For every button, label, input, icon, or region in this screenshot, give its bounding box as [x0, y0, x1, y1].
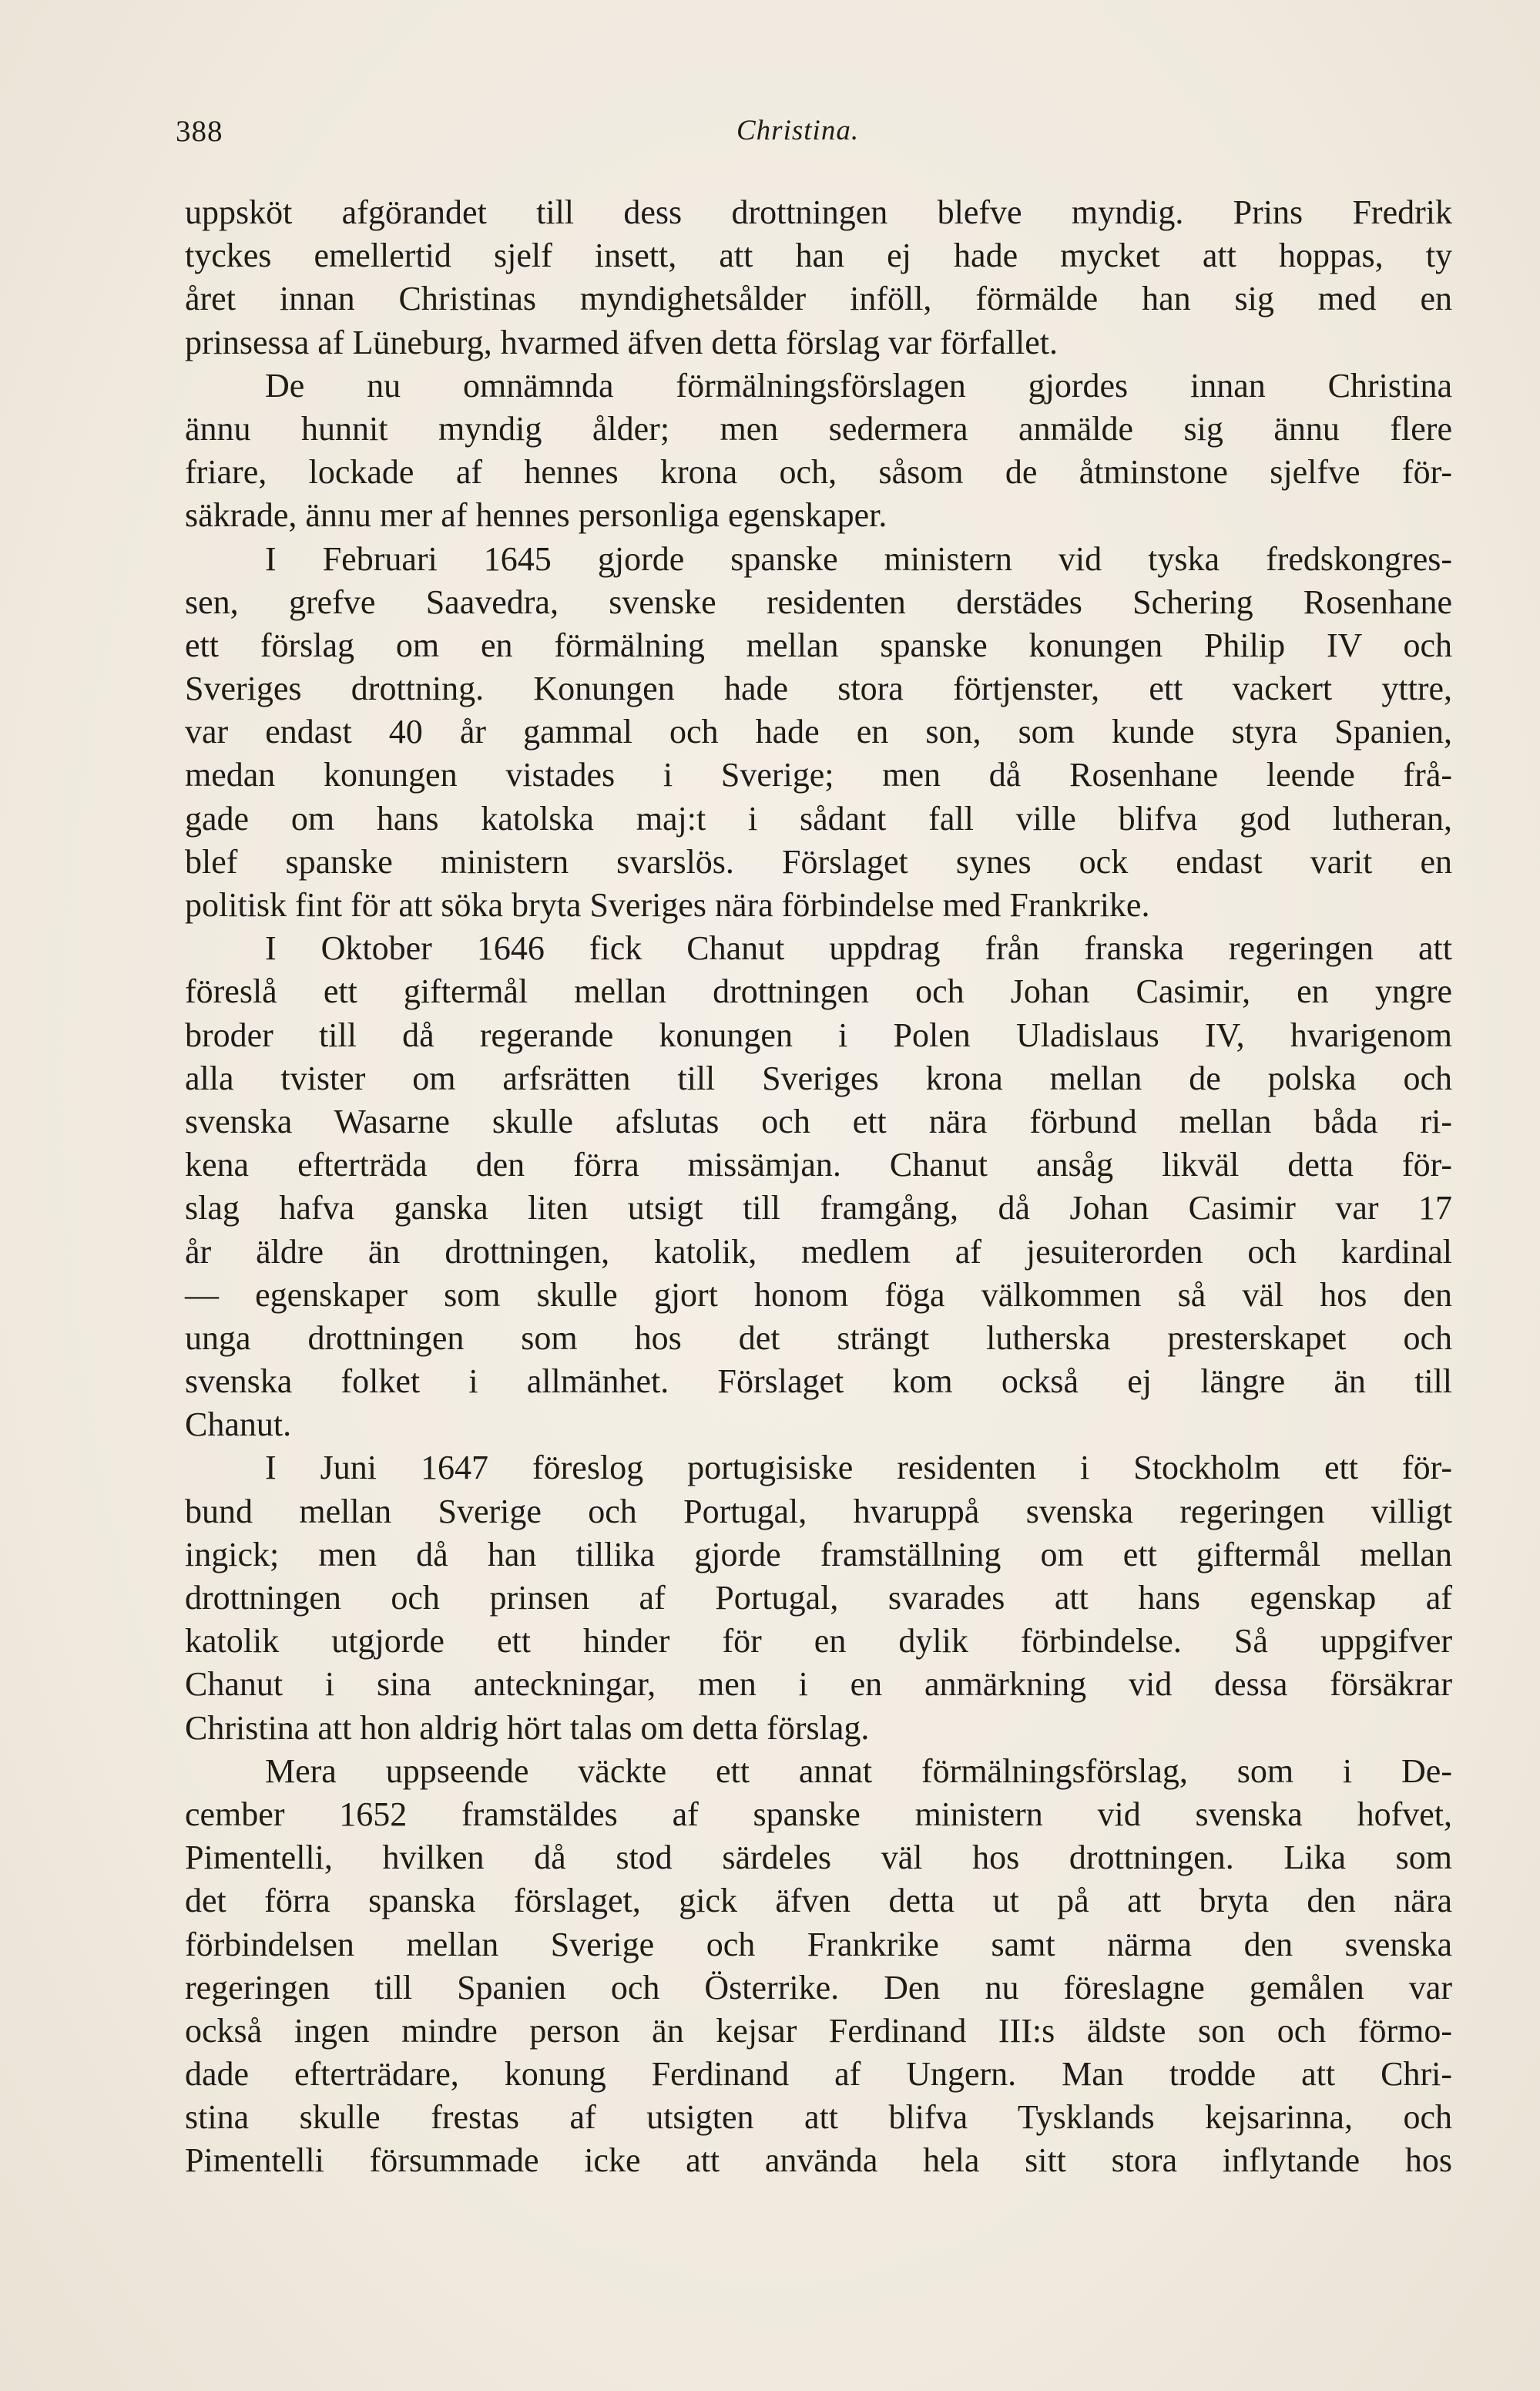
text-line: förbindelsen mellan Sverige och Frankrike samt närma den svenska: [185, 1925, 1452, 1963]
text-line: I Februari 1645 gjorde spanske ministern vid tyska fredskongres-: [265, 539, 1452, 578]
text-line: prinsessa af Lüneburg, hvarmed äfven detta förslag var förfallet.: [185, 323, 1058, 361]
text-line: Sveriges drottning. Konungen hade stora förtjenster, ett vackert yttre,: [185, 670, 1452, 708]
text-line: året innan Christinas myndighetsålder inföll, förmälde han sig med en: [185, 280, 1452, 318]
text-line: dade efterträdare, konung Ferdinand af Ungern. Man trodde att Chri-: [185, 2055, 1452, 2094]
text-line: blef spanske ministern svarslös. Förslaget synes ock endast varit en: [185, 842, 1452, 881]
text-line: Mera uppseende väckte ett annat förmälningsförslag, som i De-: [265, 1751, 1452, 1790]
page-header: [0, 114, 1540, 160]
text-line: sen, grefve Saavedra, svenske residenten derstädes Schering Rosenhane: [185, 583, 1452, 621]
text-line: stina skulle frestas af utsigten att blifva Tysklands kejsarinna, och: [185, 2098, 1452, 2137]
text-line: friare, lockade af hennes krona och, såsom de åtminstone sjelfve för-: [185, 453, 1452, 492]
text-line: Chanut i sina anteckningar, men i en anmärkning vid dessa försäkrar: [185, 1665, 1452, 1704]
text-line: föreslå ett giftermål mellan drottningen och Johan Casimir, en yngre: [185, 972, 1452, 1011]
text-line: slag hafva ganska liten utsigt till framgång, då Johan Casimir var 17: [185, 1189, 1452, 1227]
running-head: Christina.: [736, 115, 860, 146]
text-line: Chanut.: [185, 1405, 292, 1444]
text-line: svenska folket i allmänhet. Förslaget kom också ej längre än till: [185, 1362, 1452, 1401]
text-line: alla tvister om arfsrätten till Sveriges krona mellan de polska och: [185, 1059, 1452, 1097]
page-number: 388: [176, 115, 223, 148]
text-line: kena efterträda den förra missämjan. Chanut ansåg likväl detta för-: [185, 1146, 1452, 1184]
text-line: svenska Wasarne skulle afslutas och ett nära förbund mellan båda ri-: [185, 1102, 1452, 1140]
text-line: politisk fint för att söka bryta Sveriges nära förbindelse med Frankrike.: [185, 886, 1150, 924]
text-line: katolik utgjorde ett hinder för en dylik förbindelse. Så uppgifver: [185, 1622, 1452, 1661]
text-line: Christina att hon aldrig hört talas om detta förslag.: [185, 1708, 870, 1747]
text-line: Pimentelli, hvilken då stod särdeles väl hos drottningen. Lika som: [185, 1839, 1452, 1877]
text-line: säkrade, ännu mer af hennes personliga egenskaper.: [185, 496, 887, 535]
body-text: [185, 191, 1452, 2183]
text-line: ännu hunnit myndig ålder; men sedermera anmälde sig ännu flere: [185, 409, 1452, 448]
text-line: I Juni 1647 föreslog portugisiske residenten i Stockholm ett för-: [265, 1449, 1452, 1487]
text-line: drottningen och prinsen af Portugal, svarades att hans egenskap af: [185, 1579, 1452, 1617]
text-line: var endast 40 år gammal och hade en son, som kunde styra Spanien,: [185, 713, 1452, 751]
text-line: gade om hans katolska maj:t i sådant fall ville blifva god lutheran,: [185, 799, 1452, 838]
text-line: De nu omnämnda förmälningsförslagen gjordes innan Christina: [265, 366, 1452, 405]
text-line: broder till då regerande konungen i Polen Uladislaus IV, hvarigenom: [185, 1016, 1452, 1054]
text-line: ett förslag om en förmälning mellan spanske konungen Philip IV och: [185, 626, 1452, 664]
text-line: medan konungen vistades i Sverige; men då Rosenhane leende frå-: [185, 756, 1452, 794]
text-line: också ingen mindre person än kejsar Ferdinand III:s äldste son och förmo-: [185, 2011, 1452, 2050]
text-line: I Oktober 1646 fick Chanut uppdrag från franska regeringen att: [265, 929, 1452, 968]
text-line: uppsköt afgörandet till dess drottningen blefve myndig. Prins Fredrik: [185, 193, 1452, 231]
text-line: cember 1652 framstäldes af spanske ministern vid svenska hofvet,: [185, 1795, 1452, 1833]
text-line: regeringen till Spanien och Österrike. Den nu föreslagne gemålen var: [185, 1968, 1452, 2006]
text-line: ingick; men då han tillika gjorde framställning om ett giftermål mellan: [185, 1535, 1452, 1573]
text-line: det förra spanska förslaget, gick äfven detta ut på att bryta den nära: [185, 1882, 1452, 1920]
text-line: Pimentelli försummade icke att använda hela sitt stora inflytande hos: [185, 2141, 1452, 2180]
text-line: unga drottningen som hos det strängt lutherska presterskapet och: [185, 1318, 1452, 1357]
text-line: — egenskaper som skulle gjort honom föga välkommen så väl hos den: [185, 1275, 1452, 1314]
text-line: bund mellan Sverige och Portugal, hvaruppå svenska regeringen villigt: [185, 1492, 1452, 1530]
text-line: tyckes emellertid sjelf insett, att han ej hade mycket att hoppas, ty: [185, 237, 1452, 275]
text-line: år äldre än drottningen, katolik, medlem af jesuiterorden och kardinal: [185, 1232, 1452, 1271]
